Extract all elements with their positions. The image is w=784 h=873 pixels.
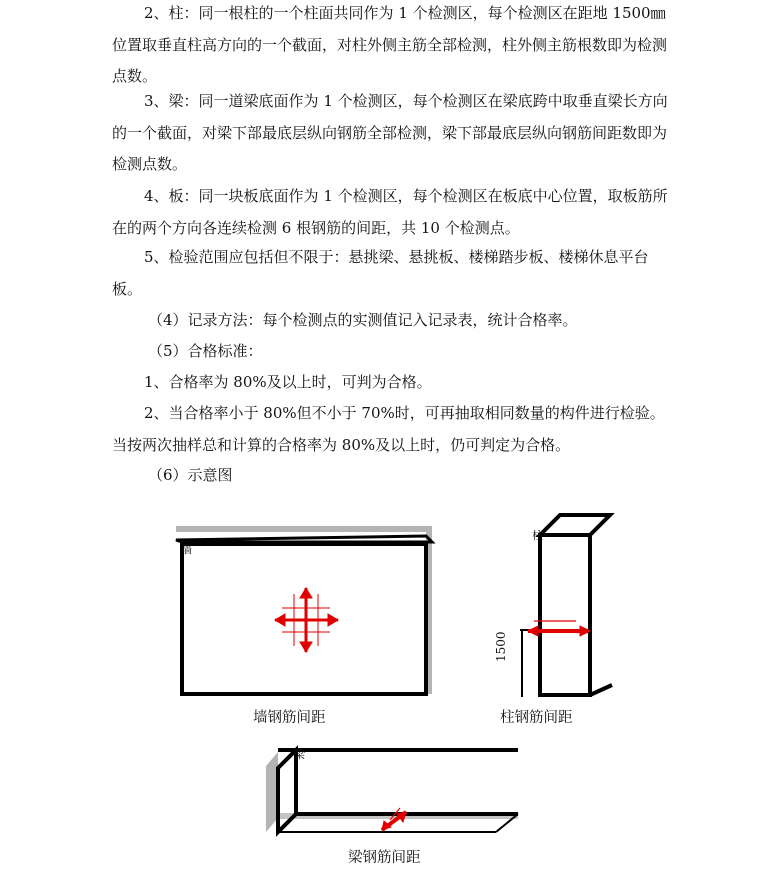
beam-caption: 梁钢筋间距 bbox=[348, 850, 421, 866]
column-measure-marker bbox=[528, 621, 590, 636]
record-method-line: （4）记录方法：每个检测点的实测值记入记录表，统计合格率。 bbox=[148, 311, 578, 329]
column-front-face bbox=[540, 535, 590, 695]
column-rule-paragraph: 2、柱：同一根柱的一个柱面共同作为 1 个检测区，每个检测区在距地 1500㎜位置取垂直柱高方向的一个截面，对柱外侧主筋全部检测，柱外侧主筋根数即为检测点数。 bbox=[112, 4, 668, 85]
wall-shadow bbox=[176, 526, 432, 694]
wall-tag: 墙 bbox=[181, 543, 192, 556]
column-height-label: 1500 bbox=[494, 631, 508, 662]
diagram-heading: （6）示意图 bbox=[148, 466, 233, 484]
column-caption: 柱钢筋间距 bbox=[500, 710, 573, 726]
wall-caption: 墙钢筋间距 bbox=[253, 710, 326, 726]
beam-tag: 梁 bbox=[294, 748, 305, 761]
slab-rule-paragraph: 4、板：同一块板底面作为 1 个检测区，每个检测区在板底中心位置，取板筋所在的两个方向各连续检测 6 根钢筋的间距，共 10 个检测点。 bbox=[112, 187, 668, 237]
standard-item-1: 1、合格率为 80%及以上时，可判为合格。 bbox=[144, 373, 432, 391]
standard-heading: （5）合格标准： bbox=[148, 342, 263, 360]
standard-item-2: 2、当合格率小于 80%但不小于 70%时，可再抽取相同数量的构件进行检验。当按两次抽样总和计算的合格率为 80%及以上时，仍可判定为合格。 bbox=[112, 404, 665, 454]
column-tag: 柱 bbox=[532, 529, 543, 542]
beam-end-face bbox=[278, 750, 296, 832]
scope-paragraph: 5、检验范围应包括但不限于：悬挑梁、悬挑板、楼梯踏步板、楼梯休息平台板。 bbox=[112, 248, 649, 298]
wall-top-face bbox=[176, 536, 432, 542]
wall-rebar-diagram bbox=[170, 520, 440, 700]
column-rebar-diagram bbox=[490, 505, 620, 700]
wall-measure-cross-marker bbox=[275, 588, 338, 652]
beam-rule-paragraph: 3、梁：同一道梁底面作为 1 个检测区，每个检测区在梁底跨中取垂直梁长方向的一个截面，对梁下部最底层纵向钢筋全部检测，梁下部最底层纵向钢筋间距数即为检测点数。 bbox=[112, 92, 668, 173]
